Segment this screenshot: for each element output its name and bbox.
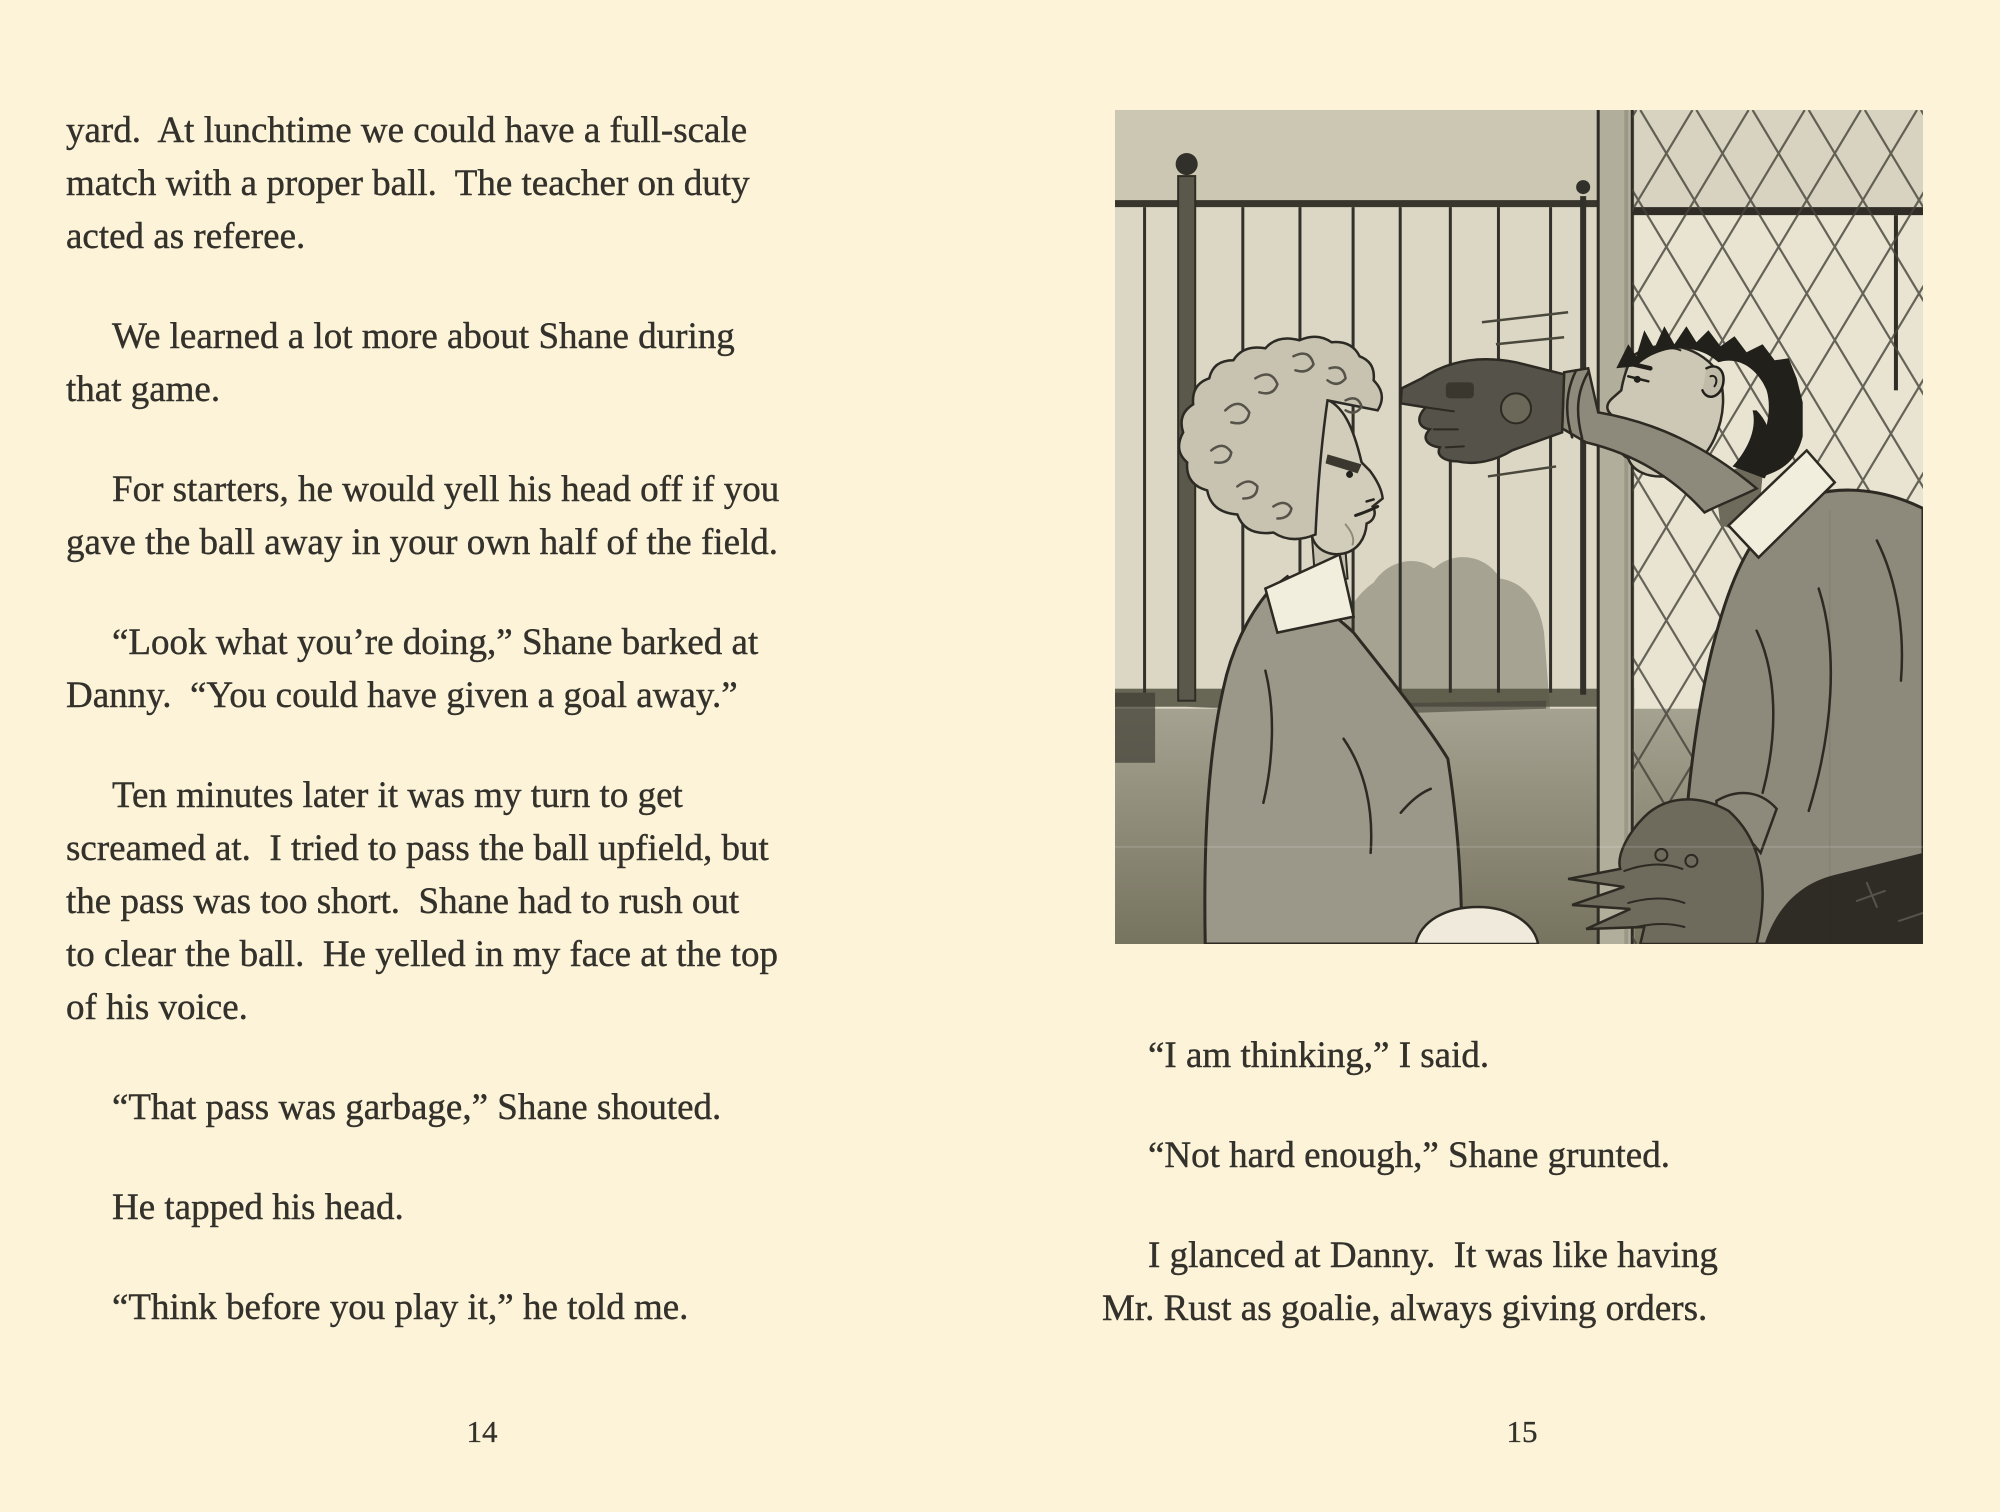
text-line: that game.	[66, 369, 221, 410]
text-line: “Think before you play it,” he told me.	[112, 1287, 689, 1328]
text-line: of his voice.	[66, 987, 248, 1028]
text-line: “Not hard enough,” Shane grunted.	[1148, 1135, 1670, 1176]
text-line: to clear the ball. He yelled in my face at the top	[66, 934, 778, 975]
text-line: For starters, he would yell his head off if you	[112, 469, 780, 510]
right-page-text	[1102, 1029, 1952, 1335]
text-line: screamed at. I tried to pass the ball upfield, but	[66, 828, 769, 869]
text-line: yard. At lunchtime we could have a full-scale	[66, 110, 748, 151]
text-line: acted as referee.	[66, 216, 306, 257]
text-line: Danny. “You could have given a goal away.”	[66, 675, 738, 716]
page-number-left: 14	[466, 1414, 498, 1449]
illustration	[1115, 110, 1923, 944]
text-line: the pass was too short. Shane had to rush out	[66, 881, 740, 922]
text-line: match with a proper ball. The teacher on duty	[66, 163, 750, 204]
text-line: He tapped his head.	[112, 1187, 404, 1228]
text-line: gave the ball away in your own half of the field.	[66, 522, 779, 563]
illustration-svg	[1115, 110, 1923, 944]
text-line: “I am thinking,” I said.	[1148, 1035, 1490, 1076]
text-line: “Look what you’re doing,” Shane barked at	[112, 622, 759, 663]
text-line: I glanced at Danny. It was like having	[1148, 1235, 1718, 1276]
text-line: We learned a lot more about Shane during	[112, 316, 735, 357]
text-line: Ten minutes later it was my turn to get	[112, 775, 683, 816]
text-line: Mr. Rust as goalie, always giving orders.	[1102, 1288, 1708, 1329]
left-page-text	[66, 104, 916, 1334]
text-line: “That pass was garbage,” Shane shouted.	[112, 1087, 722, 1128]
page-number-right: 15	[1506, 1414, 1538, 1449]
